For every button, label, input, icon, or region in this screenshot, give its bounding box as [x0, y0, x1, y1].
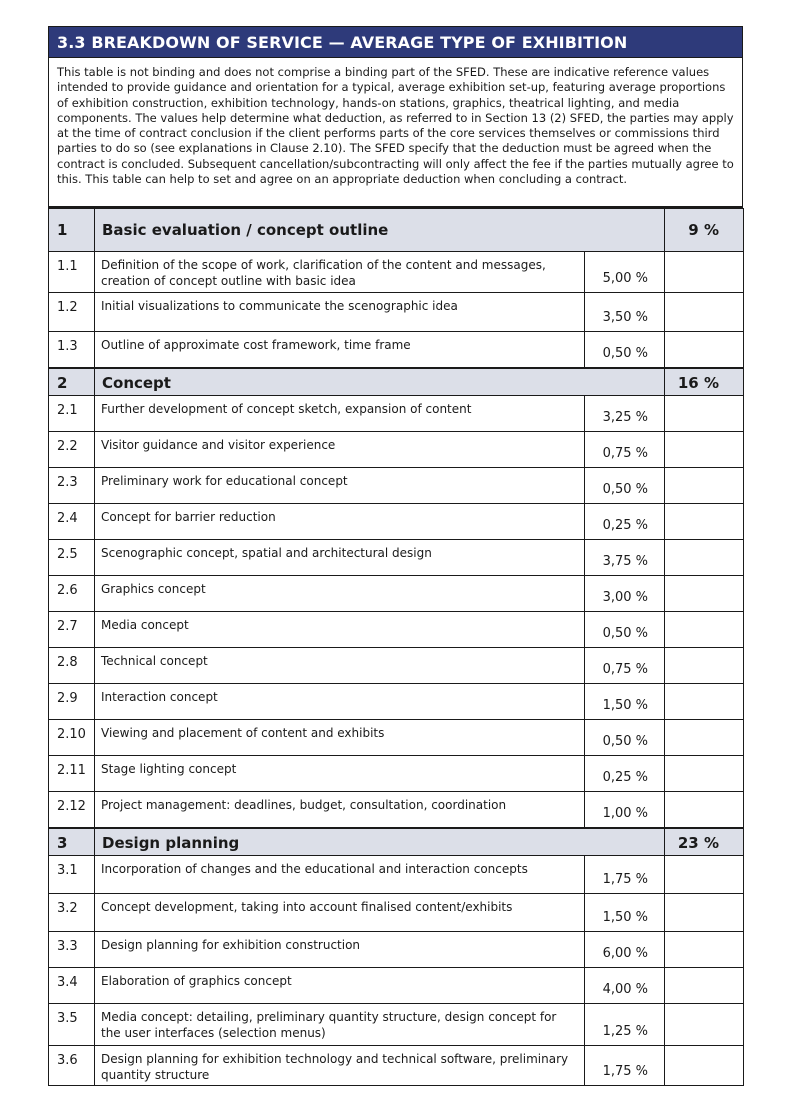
table-row [49, 432, 744, 468]
table-row [49, 792, 744, 828]
table-row [49, 576, 744, 612]
item-description: Visitor guidance and visitor experience [95, 432, 585, 468]
item-number: 2.10 [49, 720, 95, 756]
item-number: 2.7 [49, 612, 95, 648]
item-description: Incorporation of changes and the educational and interaction concepts [95, 856, 585, 894]
empty-total-cell [665, 756, 744, 792]
item-percentage: 3,00 % [585, 576, 665, 612]
item-description: Preliminary work for educational concept [95, 468, 585, 504]
table-body [49, 209, 744, 1086]
table-row [49, 612, 744, 648]
section-total: 16 % [665, 368, 744, 396]
empty-total-cell [665, 293, 744, 332]
item-number: 3.1 [49, 856, 95, 894]
item-percentage: 0,75 % [585, 432, 665, 468]
table-row [49, 293, 744, 332]
table-row [49, 684, 744, 720]
item-description: Interaction concept [95, 684, 585, 720]
item-description: Stage lighting concept [95, 756, 585, 792]
item-description: Definition of the scope of work, clarification of the content and messages, creation of concept outline with basic idea [95, 252, 585, 293]
section-header-row [49, 368, 744, 396]
table-row [49, 968, 744, 1004]
empty-total-cell [665, 1004, 744, 1046]
empty-total-cell [665, 932, 744, 968]
item-number: 2.2 [49, 432, 95, 468]
table-row [49, 504, 744, 540]
intro-paragraph: This table is not binding and does not comprise a binding part of the SFED. These are indicative reference values intended to provide guidance and orientation for a typical, average exhibition set-up, featuring average proportions of exhibition construction, exhibition technology, hands-on stations, graphics, theatrical lighting, and media components. The values help determine what deduction, as referred to in Section 13 (2) SFED, the parties may apply at the time of contract conclusion if the client performs parts of the core services themselves or commissions third parties to do so (see explanations in Clause 2.10). The SFED specify that the deduction must be agreed when the contract is concluded. Subsequent cancellation/subcontracting will only affect the fee if the parties mutually agree to this. This table can help to set and agree on an appropriate deduction when concluding a contract. [48, 58, 743, 208]
table-row [49, 932, 744, 968]
empty-total-cell [665, 540, 744, 576]
section-number: 3 [49, 828, 95, 856]
table-row [49, 720, 744, 756]
item-number: 2.5 [49, 540, 95, 576]
item-number: 2.3 [49, 468, 95, 504]
item-description: Further development of concept sketch, expansion of content [95, 396, 585, 432]
item-number: 2.6 [49, 576, 95, 612]
item-number: 1.1 [49, 252, 95, 293]
item-percentage: 3,75 % [585, 540, 665, 576]
empty-total-cell [665, 684, 744, 720]
section-number: 2 [49, 368, 95, 396]
table-row [49, 396, 744, 432]
item-percentage: 1,75 % [585, 856, 665, 894]
item-percentage: 1,50 % [585, 894, 665, 932]
item-description: Project management: deadlines, budget, consultation, coordination [95, 792, 585, 828]
empty-total-cell [665, 432, 744, 468]
item-percentage: 0,75 % [585, 648, 665, 684]
section-title-cell: Design planning [95, 828, 665, 856]
item-number: 3.4 [49, 968, 95, 1004]
item-percentage: 1,75 % [585, 1046, 665, 1086]
item-number: 2.4 [49, 504, 95, 540]
empty-total-cell [665, 894, 744, 932]
item-percentage: 3,25 % [585, 396, 665, 432]
section-number: 1 [49, 209, 95, 252]
item-number: 2.1 [49, 396, 95, 432]
item-description: Concept for barrier reduction [95, 504, 585, 540]
table-row [49, 1004, 744, 1046]
section-title-cell: Basic evaluation / concept outline [95, 209, 665, 252]
item-description: Media concept [95, 612, 585, 648]
document-page [48, 26, 743, 1086]
item-number: 2.9 [49, 684, 95, 720]
item-description: Concept development, taking into account finalised content/exhibits [95, 894, 585, 932]
item-percentage: 6,00 % [585, 932, 665, 968]
table-row [49, 756, 744, 792]
table-row [49, 648, 744, 684]
empty-total-cell [665, 396, 744, 432]
section-header-row [49, 209, 744, 252]
item-description: Outline of approximate cost framework, time frame [95, 332, 585, 368]
empty-total-cell [665, 648, 744, 684]
table-row [49, 252, 744, 293]
empty-total-cell [665, 612, 744, 648]
item-percentage: 0,25 % [585, 756, 665, 792]
item-number: 3.3 [49, 932, 95, 968]
table-row [49, 540, 744, 576]
item-percentage: 3,50 % [585, 293, 665, 332]
item-number: 1.3 [49, 332, 95, 368]
item-percentage: 1,25 % [585, 1004, 665, 1046]
service-breakdown-table [48, 208, 744, 1086]
item-description: Elaboration of graphics concept [95, 968, 585, 1004]
section-title: 3.3 BREAKDOWN OF SERVICE — AVERAGE TYPE OF EXHIBITION [48, 26, 743, 58]
empty-total-cell [665, 1046, 744, 1086]
item-description: Design planning for exhibition construction [95, 932, 585, 968]
empty-total-cell [665, 720, 744, 756]
item-description: Graphics concept [95, 576, 585, 612]
empty-total-cell [665, 332, 744, 368]
table-row [49, 856, 744, 894]
item-number: 2.12 [49, 792, 95, 828]
item-number: 2.11 [49, 756, 95, 792]
item-description: Media concept: detailing, preliminary quantity structure, design concept for the user interfaces (selection menus) [95, 1004, 585, 1046]
empty-total-cell [665, 504, 744, 540]
item-percentage: 4,00 % [585, 968, 665, 1004]
item-percentage: 0,50 % [585, 720, 665, 756]
item-number: 2.8 [49, 648, 95, 684]
item-description: Viewing and placement of content and exhibits [95, 720, 585, 756]
table-row [49, 468, 744, 504]
item-percentage: 0,50 % [585, 468, 665, 504]
empty-total-cell [665, 968, 744, 1004]
item-percentage: 0,25 % [585, 504, 665, 540]
section-total: 23 % [665, 828, 744, 856]
empty-total-cell [665, 792, 744, 828]
empty-total-cell [665, 468, 744, 504]
table-row [49, 332, 744, 368]
section-total: 9 % [665, 209, 744, 252]
item-description: Initial visualizations to communicate the scenographic idea [95, 293, 585, 332]
item-number: 1.2 [49, 293, 95, 332]
item-number: 3.2 [49, 894, 95, 932]
table-row [49, 1046, 744, 1086]
empty-total-cell [665, 576, 744, 612]
item-description: Design planning for exhibition technology and technical software, preliminary quantity structure [95, 1046, 585, 1086]
item-percentage: 0,50 % [585, 332, 665, 368]
item-percentage: 0,50 % [585, 612, 665, 648]
item-percentage: 5,00 % [585, 252, 665, 293]
item-description: Scenographic concept, spatial and architectural design [95, 540, 585, 576]
item-number: 3.5 [49, 1004, 95, 1046]
table-row [49, 894, 744, 932]
section-header-row [49, 828, 744, 856]
empty-total-cell [665, 856, 744, 894]
empty-total-cell [665, 252, 744, 293]
item-description: Technical concept [95, 648, 585, 684]
item-number: 3.6 [49, 1046, 95, 1086]
item-percentage: 1,50 % [585, 684, 665, 720]
item-percentage: 1,00 % [585, 792, 665, 828]
section-title-cell: Concept [95, 368, 665, 396]
